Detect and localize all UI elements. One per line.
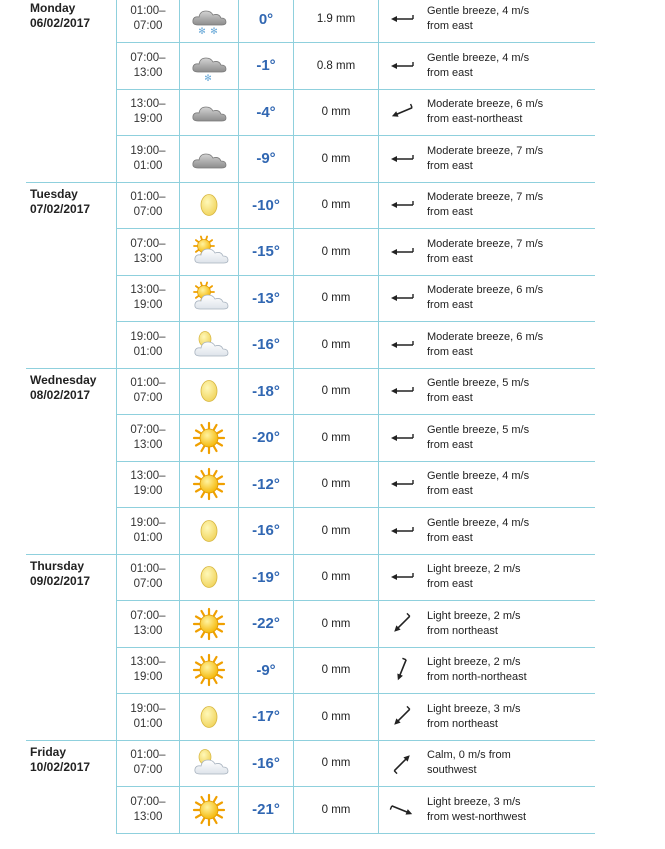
wind-description: Gentle breeze, 4 m/s from east xyxy=(427,516,530,544)
wind-arrow-cell xyxy=(379,136,426,183)
wind-description: Gentle breeze, 4 m/s from east xyxy=(427,470,530,498)
period-time: 01:00– 07:00 xyxy=(130,563,166,591)
wind-description-cell xyxy=(425,508,595,555)
precipitation: 0 mm xyxy=(294,136,379,183)
wind-arrow-icon xyxy=(379,53,425,79)
weather-icon-cell xyxy=(180,0,239,43)
wind-arrow-cell xyxy=(379,694,426,741)
wind-description-cell xyxy=(425,182,595,229)
day-cell xyxy=(26,182,117,368)
period-time: 07:00– 13:00 xyxy=(130,237,166,265)
wind-description: Moderate breeze, 7 m/s from east xyxy=(427,237,544,265)
wind-description-cell xyxy=(425,554,595,601)
wind-arrow-cell xyxy=(379,275,426,322)
temperature: -15° xyxy=(239,229,294,276)
wind-description-cell xyxy=(425,89,595,136)
weather-icon-cell xyxy=(180,694,239,741)
day-date: 08/02/2017 xyxy=(30,387,91,402)
period-time-cell xyxy=(117,89,180,136)
period-time-cell xyxy=(117,182,180,229)
weather-icon-cell xyxy=(180,415,239,462)
wind-arrow-cell xyxy=(379,182,426,229)
wind-arrow-icon xyxy=(379,99,425,125)
wind-arrow-cell xyxy=(379,601,426,648)
wind-arrow-icon xyxy=(379,471,425,497)
wind-arrow-cell xyxy=(379,508,426,555)
precipitation: 0.8 mm xyxy=(294,43,379,90)
temperature: -18° xyxy=(239,368,294,415)
wind-description: Moderate breeze, 6 m/s from east-northeast xyxy=(427,98,544,126)
period-time-cell xyxy=(117,508,180,555)
weather-icon-cell xyxy=(180,322,239,369)
forecast-row xyxy=(26,182,595,229)
temperature: -16° xyxy=(239,322,294,369)
wind-description-cell xyxy=(425,43,595,90)
temperature: -19° xyxy=(239,554,294,601)
temperature: -20° xyxy=(239,415,294,462)
precipitation: 0 mm xyxy=(294,740,379,787)
cloud-icon xyxy=(180,94,238,130)
temperature: 0° xyxy=(239,0,294,43)
period-time: 07:00– 13:00 xyxy=(130,795,166,823)
wind-arrow-icon xyxy=(379,192,425,218)
wind-description: Light breeze, 3 m/s from west-northwest xyxy=(427,795,527,823)
wind-arrow-icon xyxy=(379,425,425,451)
precipitation: 0 mm xyxy=(294,508,379,555)
moon-icon xyxy=(180,513,238,549)
wind-arrow-icon xyxy=(379,518,425,544)
day-date: 09/02/2017 xyxy=(30,573,91,588)
period-time-cell xyxy=(117,740,180,787)
period-time-cell xyxy=(117,229,180,276)
precipitation: 0 mm xyxy=(294,322,379,369)
temperature: -9° xyxy=(239,136,294,183)
sun-icon xyxy=(180,792,238,828)
wind-description-cell xyxy=(425,229,595,276)
period-time: 19:00– 01:00 xyxy=(130,702,166,730)
wind-description-cell xyxy=(425,787,595,834)
period-time-cell xyxy=(117,136,180,183)
weather-icon-cell xyxy=(180,229,239,276)
period-time: 01:00– 07:00 xyxy=(130,377,166,405)
wind-arrow-cell xyxy=(379,647,426,694)
sun-icon xyxy=(180,420,238,456)
wind-arrow-cell xyxy=(379,554,426,601)
day-date: 06/02/2017 xyxy=(30,16,91,30)
precipitation: 0 mm xyxy=(294,601,379,648)
wind-arrow-cell xyxy=(379,368,426,415)
wind-description: Moderate breeze, 7 m/s from east xyxy=(427,144,544,172)
wind-description-cell xyxy=(425,461,595,508)
wind-arrow-icon xyxy=(379,332,425,358)
weather-icon-cell xyxy=(180,89,239,136)
wind-description: Light breeze, 2 m/s from east xyxy=(427,563,521,591)
wind-description: Moderate breeze, 6 m/s from east xyxy=(427,330,544,358)
wind-description-cell xyxy=(425,275,595,322)
day-name: Friday xyxy=(30,744,67,759)
period-time: 01:00– 07:00 xyxy=(130,5,166,33)
svg-text:✻: ✻ xyxy=(210,27,218,38)
moon-icon xyxy=(180,699,238,735)
period-time-cell xyxy=(117,275,180,322)
period-time: 13:00– 19:00 xyxy=(130,656,166,684)
wind-description-cell xyxy=(425,694,595,741)
wind-description: Moderate breeze, 6 m/s from east xyxy=(427,284,544,312)
precipitation: 0 mm xyxy=(294,787,379,834)
cloud-icon xyxy=(180,141,238,177)
weather-icon-cell xyxy=(180,601,239,648)
temperature: -4° xyxy=(239,89,294,136)
wind-description: Gentle breeze, 4 m/s from east xyxy=(427,5,530,33)
svg-text:✻: ✻ xyxy=(204,73,212,84)
precipitation: 0 mm xyxy=(294,694,379,741)
temperature: -21° xyxy=(239,787,294,834)
sun-cloud-icon xyxy=(180,234,238,270)
period-time-cell xyxy=(117,787,180,834)
wind-description-cell xyxy=(425,136,595,183)
temperature: -17° xyxy=(239,694,294,741)
wind-arrow-cell xyxy=(379,740,426,787)
period-time-cell xyxy=(117,43,180,90)
temperature: -1° xyxy=(239,43,294,90)
forecast-row xyxy=(26,0,595,43)
wind-description-cell xyxy=(425,647,595,694)
temperature: -22° xyxy=(239,601,294,648)
wind-description: Gentle breeze, 4 m/s from east xyxy=(427,51,530,79)
wind-arrow-icon xyxy=(379,378,425,404)
precipitation: 0 mm xyxy=(294,368,379,415)
weather-icon-cell xyxy=(180,461,239,508)
moon-cloud-icon xyxy=(180,327,238,363)
day-name: Monday xyxy=(30,1,76,15)
wind-arrow-cell xyxy=(379,43,426,90)
weather-icon-cell xyxy=(180,43,239,90)
day-name: Wednesday xyxy=(30,372,97,387)
wind-arrow-icon xyxy=(379,564,425,590)
weather-icon-cell xyxy=(180,368,239,415)
temperature: -9° xyxy=(239,647,294,694)
temperature: -12° xyxy=(239,461,294,508)
forecast-body xyxy=(26,0,595,833)
sun-icon xyxy=(180,652,238,688)
precipitation: 1.9 mm xyxy=(294,0,379,43)
precipitation: 0 mm xyxy=(294,554,379,601)
period-time: 19:00– 01:00 xyxy=(130,144,166,172)
day-cell xyxy=(26,368,117,554)
period-time: 07:00– 13:00 xyxy=(130,51,166,79)
wind-arrow-cell xyxy=(379,787,426,834)
wind-arrow-icon xyxy=(379,6,425,32)
wind-arrow-icon xyxy=(379,285,425,311)
wind-description: Moderate breeze, 7 m/s from east xyxy=(427,191,544,219)
weather-icon-cell xyxy=(180,508,239,555)
weather-icon-cell xyxy=(180,647,239,694)
weather-icon-cell xyxy=(180,554,239,601)
temperature: -10° xyxy=(239,182,294,229)
weather-icon-cell xyxy=(180,136,239,183)
temperature: -13° xyxy=(239,275,294,322)
wind-arrow-icon xyxy=(379,146,425,172)
wind-description: Calm, 0 m/s from southwest xyxy=(427,749,511,777)
wind-arrow-icon xyxy=(379,239,425,265)
day-cell xyxy=(26,740,117,833)
forecast-row xyxy=(26,368,595,415)
wind-description-cell xyxy=(425,322,595,369)
moon-icon xyxy=(180,187,238,223)
period-time: 01:00– 07:00 xyxy=(130,191,166,219)
period-time: 19:00– 01:00 xyxy=(130,330,166,358)
period-time: 07:00– 13:00 xyxy=(130,609,166,637)
precipitation: 0 mm xyxy=(294,461,379,508)
wind-arrow-cell xyxy=(379,0,426,43)
wind-description-cell xyxy=(425,601,595,648)
sun-cloud-icon xyxy=(180,280,238,316)
period-time-cell xyxy=(117,461,180,508)
moon-cloud-icon xyxy=(180,745,238,781)
sun-icon xyxy=(180,466,238,502)
wind-arrow-cell xyxy=(379,229,426,276)
wind-description-cell xyxy=(425,415,595,462)
day-date: 07/02/2017 xyxy=(30,201,91,216)
period-time: 13:00– 19:00 xyxy=(130,470,166,498)
moon-icon xyxy=(180,559,238,595)
wind-arrow-cell xyxy=(379,322,426,369)
svg-text:✻: ✻ xyxy=(198,27,206,38)
period-time-cell xyxy=(117,368,180,415)
cloud-light-snow-icon xyxy=(180,48,238,84)
forecast-table xyxy=(26,0,595,834)
wind-arrow-icon xyxy=(379,704,425,730)
sun-icon xyxy=(180,606,238,642)
day-cell xyxy=(26,0,117,182)
period-time-cell xyxy=(117,322,180,369)
wind-description-cell xyxy=(425,368,595,415)
period-time: 13:00– 19:00 xyxy=(130,98,166,126)
wind-arrow-icon xyxy=(379,611,425,637)
period-time-cell xyxy=(117,647,180,694)
wind-arrow-cell xyxy=(379,461,426,508)
weather-icon-cell xyxy=(180,275,239,322)
temperature: -16° xyxy=(239,508,294,555)
moon-icon xyxy=(180,373,238,409)
wind-description: Light breeze, 2 m/s from northeast xyxy=(427,609,521,637)
period-time: 13:00– 19:00 xyxy=(130,284,166,312)
day-date: 10/02/2017 xyxy=(30,759,91,774)
day-cell xyxy=(26,554,117,740)
wind-description: Light breeze, 3 m/s from northeast xyxy=(427,702,521,730)
wind-arrow-cell xyxy=(379,89,426,136)
day-name: Thursday xyxy=(30,558,85,573)
precipitation: 0 mm xyxy=(294,415,379,462)
weather-icon-cell xyxy=(180,740,239,787)
forecast-row xyxy=(26,554,595,601)
period-time-cell xyxy=(117,415,180,462)
wind-arrow-cell xyxy=(379,415,426,462)
wind-description-cell xyxy=(425,0,595,43)
period-time-cell xyxy=(117,554,180,601)
forecast-row xyxy=(26,740,595,787)
precipitation: 0 mm xyxy=(294,89,379,136)
precipitation: 0 mm xyxy=(294,229,379,276)
wind-description-cell xyxy=(425,740,595,787)
temperature: -16° xyxy=(239,740,294,787)
wind-description: Gentle breeze, 5 m/s from east xyxy=(427,423,530,451)
precipitation: 0 mm xyxy=(294,182,379,229)
wind-arrow-icon xyxy=(379,657,425,683)
wind-arrow-icon xyxy=(379,797,425,823)
period-time-cell xyxy=(117,601,180,648)
period-time-cell xyxy=(117,0,180,43)
period-time: 07:00– 13:00 xyxy=(130,423,166,451)
weather-icon-cell xyxy=(180,787,239,834)
day-name: Tuesday xyxy=(30,186,78,201)
wind-description: Gentle breeze, 5 m/s from east xyxy=(427,377,530,405)
cloud-snow-icon xyxy=(180,1,238,37)
weather-icon-cell xyxy=(180,182,239,229)
precipitation: 0 mm xyxy=(294,275,379,322)
wind-arrow-icon xyxy=(379,750,425,776)
period-time-cell xyxy=(117,694,180,741)
period-time: 19:00– 01:00 xyxy=(130,516,166,544)
wind-description: Light breeze, 2 m/s from north-northeast xyxy=(427,656,527,684)
period-time: 01:00– 07:00 xyxy=(130,749,166,777)
precipitation: 0 mm xyxy=(294,647,379,694)
